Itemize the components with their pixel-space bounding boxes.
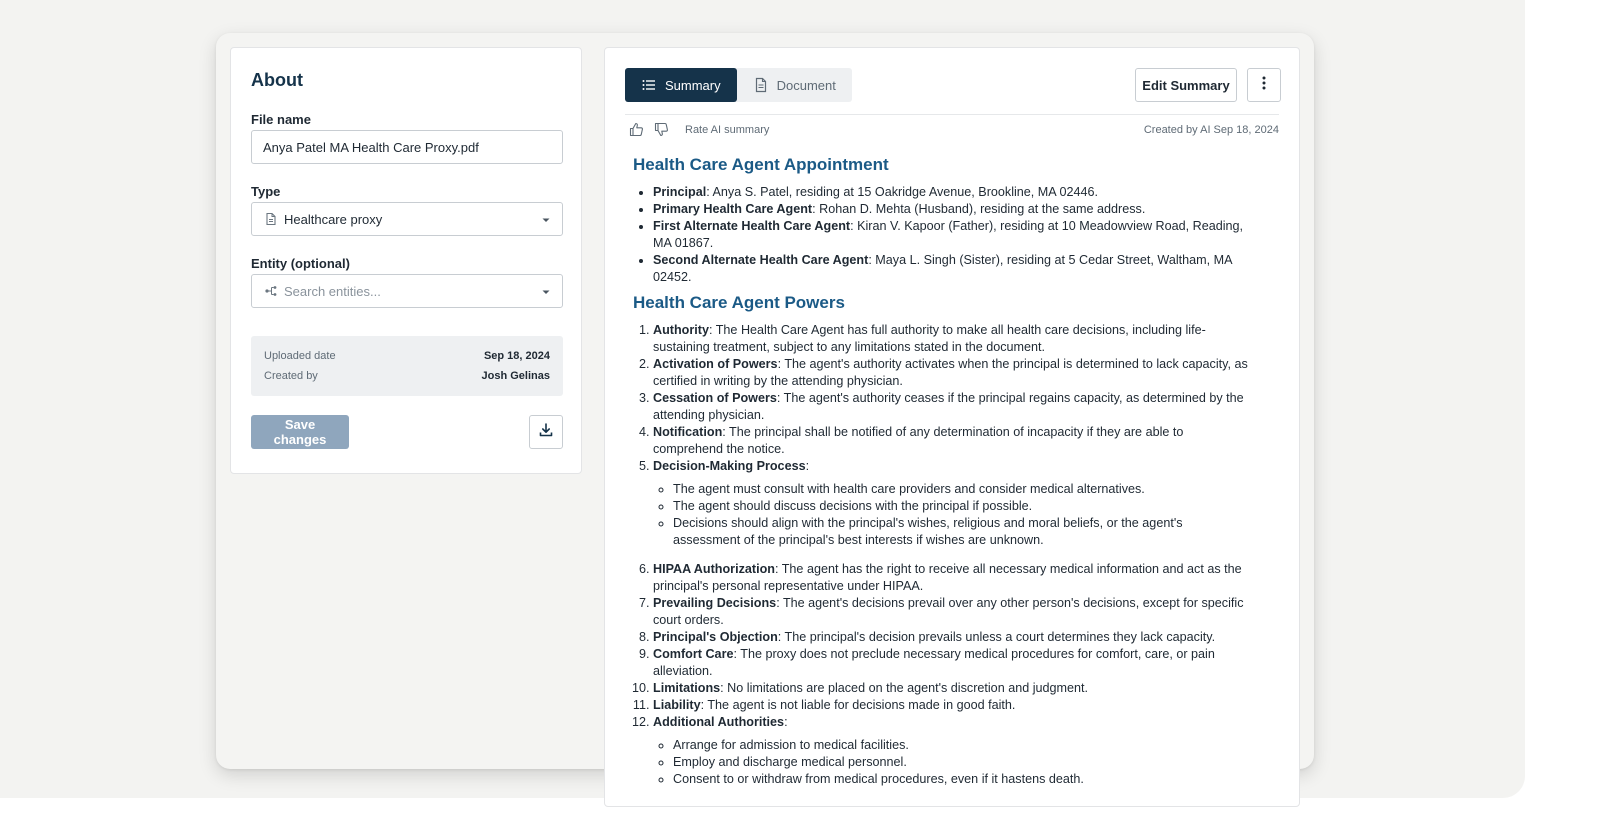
- list-item: 11. Liability: The agent is not liable for decisions made in good faith.: [653, 697, 1253, 714]
- about-panel: [230, 47, 582, 474]
- save-changes-button[interactable]: Save changes: [251, 415, 349, 449]
- thumbs-up-icon[interactable]: [629, 122, 644, 137]
- list-item: • Principal: Anya S. Patel, residing at 15 Oakridge Avenue, Brookline, MA 02446.: [653, 184, 1253, 201]
- uploaded-date-value: Sep 18, 2024: [483, 350, 550, 362]
- sub-list: [653, 481, 1253, 549]
- document-icon: [264, 212, 278, 226]
- entity-search-placeholder: Search entities...: [284, 283, 381, 299]
- document-detail-window: [216, 33, 1314, 786]
- list-item: 1. Authority: The Health Care Agent has full authority to make all health care decisions, including life-sustaining treatment, subject to any limitations stated in the document.: [653, 322, 1253, 356]
- kebab-menu-icon: [1262, 76, 1266, 95]
- section-heading: Health Care Agent Appointment: [633, 155, 889, 174]
- uploaded-date-label: Uploaded date: [264, 350, 336, 362]
- file-name-label: File name: [251, 112, 311, 127]
- entity-search-select[interactable]: [251, 274, 563, 308]
- sub-list-item: ◦ The agent must consult with health care providers and consider medical alternatives.: [673, 481, 1253, 498]
- section-heading: Health Care Agent Powers: [633, 293, 845, 312]
- chevron-down-icon: [540, 286, 552, 298]
- list-item: 12. Additional Authorities: ◦ Arrange for admission to medical facilities. ◦ Employ and discharge medical personnel. ◦ Consent to or withdraw from medical procedures, even if it hastens death.: [653, 714, 1253, 788]
- list-item: 5. Decision-Making Process: ◦ The agent must consult with health care providers and consider medical alternatives. ◦ The agent should discuss decisions with the principal if possible. ◦ Decisions should align with the principal's wishes, religious and moral beliefs, or the agent's assessment of the principal's best interests if wishes are unknown.: [653, 458, 1253, 549]
- rate-ai-summary-label: Rate AI summary: [685, 123, 770, 136]
- tab-summary[interactable]: [625, 68, 737, 102]
- list-item: 3. Cessation of Powers: The agent's authority ceases if the principal regains capacity, as determined by the attending physician.: [653, 390, 1253, 424]
- agent-powers-list: [633, 322, 1253, 788]
- view-tabs: [625, 68, 852, 102]
- summary-panel: [604, 47, 1300, 807]
- created-by-ai-info: Created by AI Sep 18, 2024: [1143, 124, 1279, 136]
- list-item: 8. Principal's Objection: The principal's decision prevails unless a court determines they lack capacity.: [653, 629, 1253, 646]
- type-label: Type: [251, 184, 281, 199]
- document-icon: [753, 77, 769, 93]
- chevron-down-icon: [540, 214, 552, 226]
- entity-label: Entity (optional): [251, 256, 350, 271]
- about-title: About: [251, 70, 303, 90]
- created-by-row: [264, 366, 550, 386]
- list-item: 4. Notification: The principal shall be notified of any determination of incapacity if they are able to comprehend the notice.: [653, 424, 1253, 458]
- summary-body: [633, 154, 1253, 800]
- list-item: 7. Prevailing Decisions: The agent's decisions prevail over any other person's decisions, except for specific court orders.: [653, 595, 1253, 629]
- list-item: 2. Activation of Powers: The agent's authority activates when the principal is determined to lack capacity, as certified in writing by the attending physician.: [653, 356, 1253, 390]
- sub-list-item: ◦ Decisions should align with the principal's wishes, religious and moral beliefs, or the agent's assessment of the principal's best interests if wishes are unknown.: [673, 515, 1253, 549]
- created-by-label: Created by: [264, 370, 318, 382]
- tab-document[interactable]: [737, 68, 852, 102]
- tab-summary-label: Summary: [665, 77, 721, 93]
- list-item: 6. HIPAA Authorization: The agent has the right to receive all necessary medical information and act as the principal's personal representative under HIPAA.: [653, 561, 1253, 595]
- file-metadata: [251, 336, 563, 396]
- list-icon: [641, 77, 657, 93]
- list-item: 9. Comfort Care: The proxy does not preclude necessary medical procedures for comfort, care, or pain alleviation.: [653, 646, 1253, 680]
- list-item: • Second Alternate Health Care Agent: Maya L. Singh (Sister), residing at 5 Cedar Street, Waltham, MA 02452.: [653, 252, 1253, 286]
- sub-list-item: ◦ Employ and discharge medical personnel.: [673, 754, 1253, 771]
- more-options-button[interactable]: [1247, 68, 1281, 102]
- download-icon: [538, 422, 554, 443]
- agent-appointment-list: [633, 184, 1253, 286]
- rate-ai-summary: [629, 122, 769, 137]
- thumbs-down-icon[interactable]: [654, 122, 669, 137]
- sub-list-item: ◦ The agent should discuss decisions with the principal if possible.: [673, 498, 1253, 515]
- list-item: • First Alternate Health Care Agent: Kiran V. Kapoor (Father), residing at 10 Meadowview Road, Reading, MA 01867.: [653, 218, 1253, 252]
- type-select-value: Healthcare proxy: [284, 211, 383, 227]
- created-by-value: Josh Gelinas: [481, 370, 550, 382]
- sub-list: [653, 737, 1253, 788]
- toolbar-divider: [625, 114, 1279, 115]
- file-name-input[interactable]: [251, 130, 563, 164]
- tab-document-label: Document: [776, 77, 836, 93]
- download-button[interactable]: [529, 415, 563, 449]
- sub-list-item: ◦ Consent to or withdraw from medical procedures, even if it hastens death.: [673, 771, 1253, 788]
- edit-summary-button[interactable]: Edit Summary: [1135, 68, 1237, 102]
- sub-list-item: ◦ Arrange for admission to medical facilities.: [673, 737, 1253, 754]
- entity-tree-icon: [264, 284, 278, 298]
- uploaded-date-row: [264, 346, 550, 366]
- list-item: 10. Limitations: No limitations are placed on the agent's discretion and judgment.: [653, 680, 1253, 697]
- type-select[interactable]: [251, 202, 563, 236]
- list-item: • Primary Health Care Agent: Rohan D. Mehta (Husband), residing at the same address.: [653, 201, 1253, 218]
